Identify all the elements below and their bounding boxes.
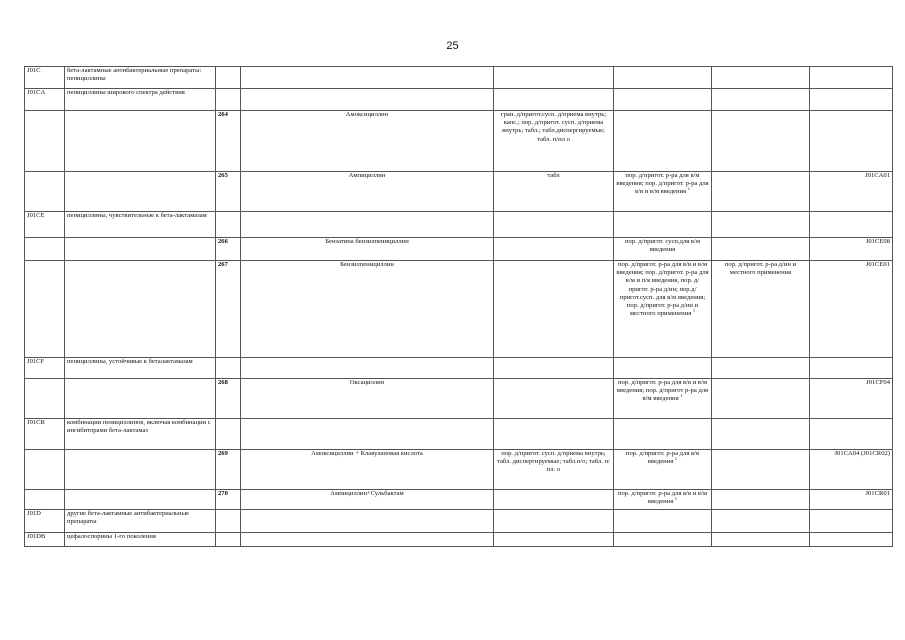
dosage-form-cell [494, 261, 614, 358]
group-name-cell: бета-лактамные антибактериальные препараты: пенициллины [65, 67, 216, 89]
table-body [25, 67, 893, 547]
empty-cell [810, 358, 893, 379]
empty-cell [494, 533, 614, 547]
footnote-marker: 1 [674, 496, 678, 502]
dosage-form-hospital-cell [614, 111, 712, 172]
empty-cell [712, 212, 810, 238]
atc-code-cell: J01CA [25, 89, 65, 111]
empty-cell [712, 419, 810, 450]
atc-drug-code-cell: J01CE01 [810, 261, 893, 358]
dosage-form-hospital-cell [614, 490, 712, 510]
empty-cell [810, 510, 893, 533]
empty-cell [712, 89, 810, 111]
empty-cell [712, 533, 810, 547]
group-row [25, 67, 893, 89]
empty-cell [65, 490, 216, 510]
empty-cell [241, 533, 494, 547]
dosage-form-hospital-text: пор. д/пригот. р-ра для в/в и в/м введения [617, 490, 708, 506]
group-row [25, 358, 893, 379]
dosage-form-hospital-text: пор. д/пригот. р-ра для в/в введения [625, 450, 700, 466]
empty-cell [810, 212, 893, 238]
empty-cell [241, 212, 494, 238]
empty-cell [216, 89, 241, 111]
dosage-form-hospital-text: пор. д/пригот. р-ра для в/в и в/м введения; пор. д/пригот р-ра для в/м введения [616, 379, 709, 403]
empty-cell [216, 419, 241, 450]
drug-row [25, 450, 893, 490]
dosage-form-other-cell [712, 379, 810, 419]
drug-row [25, 379, 893, 419]
dosage-form-other-cell: пор. д/пригот. р-ра д/ин и местного применения [712, 261, 810, 358]
drug-name-cell: Бензилпенициллин [241, 261, 494, 358]
dosage-form-hospital-cell [614, 379, 712, 419]
drug-name-cell: Амоксициллин + Клавулановая кислота [241, 450, 494, 490]
footnote-marker: 1 [674, 456, 678, 462]
empty-cell [25, 111, 65, 172]
dosage-form-other-cell [712, 111, 810, 172]
empty-cell [494, 510, 614, 533]
empty-cell [712, 358, 810, 379]
empty-cell [614, 533, 712, 547]
dosage-form-other-cell [712, 450, 810, 490]
empty-cell [614, 67, 712, 89]
empty-cell [614, 419, 712, 450]
dosage-form-other-cell [712, 172, 810, 212]
group-name-cell: пенициллины, устойчивые к беталактамазам [65, 358, 216, 379]
atc-drug-code-cell: J01CF04 [810, 379, 893, 419]
group-row [25, 89, 893, 111]
dosage-form-cell: гран. д/пригот.сусп. д/приема внутрь; капс.; пор. д/пригот. сусп. д/приема внутрь; табл.; табл.диспергируемые; табл. п/пл о [494, 111, 614, 172]
atc-drug-code-cell: J01CR01 [810, 490, 893, 510]
atc-code-cell: J01D [25, 510, 65, 533]
dosage-form-hospital-text: пор. д/пригот. р-ра для в/м введения; пор. д/пригот. р-ра для в/в и в/м введения [616, 172, 709, 196]
dosage-form-cell [494, 379, 614, 419]
dosage-form-other-cell [712, 238, 810, 261]
dosage-form-cell: табл [494, 172, 614, 212]
empty-cell [494, 67, 614, 89]
atc-code-cell: J01CE [25, 212, 65, 238]
row-number-cell: 264 [216, 111, 241, 172]
group-name-cell: цефалоспорины 1-го поколения [65, 533, 216, 547]
row-number-cell: 267 [216, 261, 241, 358]
empty-cell [65, 172, 216, 212]
empty-cell [494, 419, 614, 450]
empty-cell [241, 89, 494, 111]
empty-cell [810, 533, 893, 547]
footnote-marker: 1 [680, 393, 683, 399]
empty-cell [494, 358, 614, 379]
atc-code-cell: J01C [25, 67, 65, 89]
group-name-cell: пенициллины, чувствительные к бета-лактамазам [65, 212, 216, 238]
group-name-cell: пенициллины широкого спектра действия [65, 89, 216, 111]
empty-cell [25, 261, 65, 358]
empty-cell [216, 510, 241, 533]
empty-cell [65, 111, 216, 172]
row-number-cell: 269 [216, 450, 241, 490]
page-number: 25 [446, 40, 459, 52]
empty-cell [216, 67, 241, 89]
drug-row [25, 111, 893, 172]
empty-cell [614, 358, 712, 379]
atc-drug-code-cell [810, 111, 893, 172]
row-number-cell: 270 [216, 490, 241, 510]
row-number-cell: 268 [216, 379, 241, 419]
footnote-marker: 1 [692, 308, 696, 314]
group-name-cell: комбинации пенициллинов, включая комбинации с ингибиторами бета-лактамаз [65, 419, 216, 450]
group-row [25, 510, 893, 533]
empty-cell [614, 89, 712, 111]
empty-cell [65, 379, 216, 419]
group-name-cell: другие бета-лактамные антибактериальные препараты [65, 510, 216, 533]
empty-cell [241, 419, 494, 450]
dosage-form-hospital-cell [614, 450, 712, 490]
dosage-form-hospital-text: пор. д/пригот. р-ра для в/в и в/м введения; пор. д/пригот. р-ра для в/м и п/к введения, пор. д/пригот. р-ра д/ин; пор.д/пригот.сусп. для в/м введения; пор. д/пригот. р-ра д/ин и местного применения [616, 261, 709, 318]
atc-drug-code-cell: J01CA01 [810, 172, 893, 212]
empty-cell [65, 450, 216, 490]
empty-cell [241, 67, 494, 89]
drug-name-cell: Амоксициллин [241, 111, 494, 172]
atc-drug-code-cell: J01CA04 (J01CR02) [810, 450, 893, 490]
drug-name-cell: Ампициллин+Сульбактам [241, 490, 494, 510]
empty-cell [25, 450, 65, 490]
drug-list-table [24, 66, 893, 547]
drug-row [25, 238, 893, 261]
empty-cell [494, 212, 614, 238]
dosage-form-cell: пор. д/пригот. сусп. д/приема внутрь; табл. диспергируемые; табл.п/о; табл. п/пл. о [494, 450, 614, 490]
empty-cell [614, 510, 712, 533]
empty-cell [241, 510, 494, 533]
empty-cell [712, 510, 810, 533]
atc-code-cell: J01CF [25, 358, 65, 379]
empty-cell [25, 238, 65, 261]
empty-cell [810, 419, 893, 450]
empty-cell [712, 67, 810, 89]
group-row [25, 212, 893, 238]
row-number-cell: 265 [216, 172, 241, 212]
group-row [25, 533, 893, 547]
empty-cell [216, 212, 241, 238]
drug-row [25, 172, 893, 212]
row-number-cell: 266 [216, 238, 241, 261]
atc-code-cell: J01CR [25, 419, 65, 450]
dosage-form-hospital-cell [614, 172, 712, 212]
atc-code-cell: J01DB [25, 533, 65, 547]
dosage-form-hospital-text: пор. д/пригот. сусп.для в/м введения [624, 238, 701, 254]
drug-row [25, 490, 893, 510]
empty-cell [810, 89, 893, 111]
footnote-marker: 1 [687, 186, 690, 192]
empty-cell [25, 379, 65, 419]
empty-cell [65, 238, 216, 261]
empty-cell [25, 172, 65, 212]
empty-cell [614, 212, 712, 238]
dosage-form-other-cell [712, 490, 810, 510]
dosage-form-hospital-cell [614, 261, 712, 358]
empty-cell [216, 533, 241, 547]
drug-row [25, 261, 893, 358]
dosage-form-cell [494, 238, 614, 261]
empty-cell [810, 67, 893, 89]
drug-name-cell: Бензатина бензилпенициллин [241, 238, 494, 261]
empty-cell [216, 358, 241, 379]
empty-cell [241, 358, 494, 379]
empty-cell [494, 89, 614, 111]
empty-cell [25, 490, 65, 510]
drug-name-cell: Оксациллин [241, 379, 494, 419]
group-row [25, 419, 893, 450]
drug-name-cell: Ампициллин [241, 172, 494, 212]
dosage-form-cell [494, 490, 614, 510]
empty-cell [65, 261, 216, 358]
atc-drug-code-cell: J01CE08 [810, 238, 893, 261]
dosage-form-hospital-cell [614, 238, 712, 261]
